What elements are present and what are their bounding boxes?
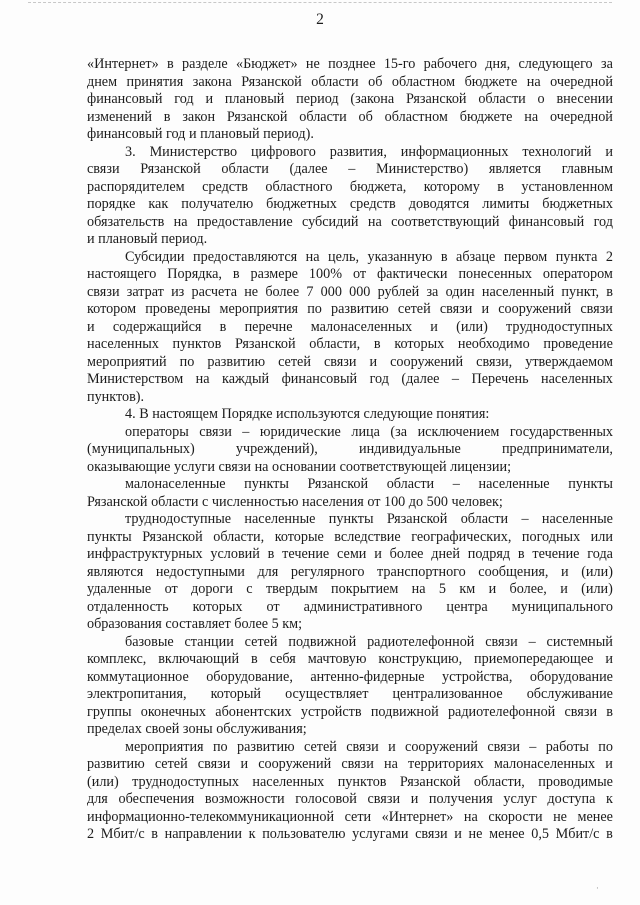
page-number: 2 bbox=[316, 11, 324, 28]
text-line: развитию сетей связи и сооружений связи на территориях малонаселенных и bbox=[87, 756, 613, 772]
text-line: связи затрат из расчета не более 7 000 000 рублей за один населенный пункт, в bbox=[87, 283, 613, 300]
text-line: распорядителем средств областного бюджета, которому в установленном bbox=[87, 178, 613, 195]
text-line: днем принятия закона Рязанской области об областном бюджете на очередной bbox=[87, 73, 613, 90]
text-line: Субсидии предоставляются на цель, указанную в абзаце первом пункта 2 bbox=[125, 248, 613, 265]
text-line: котором проведены мероприятия по развитию сетей связи и сооружений связи bbox=[87, 301, 613, 317]
text-line: труднодоступные населенные пункты Рязанской области – населенные bbox=[125, 511, 613, 527]
text-line: населенных пунктов Рязанской области, в которых необходимо проведение bbox=[87, 336, 613, 352]
text-line: Рязанской области с численностью населения от 100 до 500 человек; bbox=[87, 493, 503, 510]
text-line: Министерством на каждый финансовый год (далее – Перечень населенных bbox=[87, 371, 613, 387]
text-line: мероприятия по развитию сетей связи и сооружений связи – работы по bbox=[125, 738, 613, 755]
scan-edge-line bbox=[28, 2, 612, 3]
text-line: «Интернет» в разделе «Бюджет» не позднее 15-го рабочего дня, следующего за bbox=[87, 56, 613, 72]
text-line: мероприятий по развитию сетей связи и сооружений связи, утверждаемом bbox=[87, 353, 613, 370]
text-line: порядке как получателю бюджетных средств доводятся лимиты бюджетных bbox=[87, 196, 613, 212]
text-line: настоящего Порядка, в размере 100% от фактически понесенных оператором bbox=[87, 266, 613, 282]
text-line: обязательств на предоставление субсидий на соответствующий финансовый год bbox=[87, 213, 613, 230]
text-line: операторы связи – юридические лица (за исключением государственных bbox=[125, 423, 613, 440]
text-line: удаленные от дороги с твердым покрытием на 5 км и более, и (или) bbox=[87, 581, 613, 597]
text-line: финансовый год и плановый период). bbox=[87, 126, 314, 142]
text-line: пунктов). bbox=[87, 388, 145, 405]
scan-speck: · bbox=[596, 884, 599, 894]
text-line: пределах своей зоны обслуживания; bbox=[87, 721, 307, 737]
text-line: связи Рязанской области (далее – Министерство) является главным bbox=[87, 161, 613, 177]
text-line: для обеспечения возможности голосовой связи и получения услуг доступа к bbox=[87, 791, 613, 807]
text-line: пункты Рязанской области, которые вследствие географических, погодных или bbox=[87, 528, 613, 545]
text-line: комплекс, включающий в себя мачтовую конструкцию, приемопередающее и bbox=[87, 651, 613, 667]
text-line: финансовый год и плановый период (закона Рязанской области о внесении bbox=[87, 91, 613, 107]
text-line: малонаселенные пункты Рязанской области – населенные пункты bbox=[125, 476, 613, 492]
text-line: группы оконечных абонентских устройств подвижной радиотелефонной связи в bbox=[87, 703, 613, 720]
text-line: базовые станции сетей подвижной радиотелефонной связи – системный bbox=[125, 633, 613, 650]
text-line: 2 Мбит/с в направлении к пользователю услугами связи и не менее 0,5 Мбит/с в bbox=[87, 826, 613, 842]
text-line: отдаленность которых от административного центра муниципального bbox=[87, 598, 613, 615]
text-line: коммутационное оборудование, антенно-фидерные устройства, оборудование bbox=[87, 668, 613, 685]
text-line: оказывающие услуги связи на основании соответствующей лицензии; bbox=[87, 458, 512, 475]
document-body bbox=[87, 56, 613, 844]
text-line: 3. Министерство цифрового развития, информационных технологий и bbox=[125, 143, 613, 160]
text-line: изменений в закон Рязанской области об областном бюджете на очередной bbox=[87, 108, 613, 125]
text-line: (муниципальных) учреждений), индивидуальные предприниматели, bbox=[87, 441, 613, 457]
text-line: электропитания, который осуществляет централизованное обслуживание bbox=[87, 686, 613, 702]
text-line: являются недоступными для регулярного транспортного сообщения, и (или) bbox=[87, 563, 613, 580]
text-line: 4. В настоящем Порядке используются следующие понятия: bbox=[125, 406, 490, 422]
text-line: и плановый период. bbox=[87, 231, 208, 247]
text-line: (или) труднодоступных населенных пунктов Рязанской области, проводимые bbox=[87, 773, 613, 790]
text-line: информационно-телекоммуникационной сети «Интернет» на скорости не менее bbox=[87, 808, 613, 825]
text-line: инфраструктурных условий в течение семи и более дней подряд в течение года bbox=[87, 546, 613, 562]
text-line: и содержащийся в перечне малонаселенных и (или) труднодоступных bbox=[87, 318, 613, 335]
text-line: образования составляет более 5 км; bbox=[87, 616, 303, 632]
